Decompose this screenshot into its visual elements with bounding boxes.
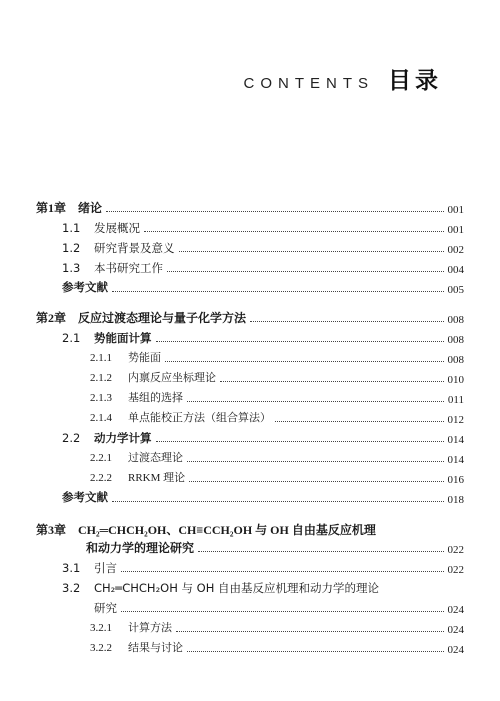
entry-page: 005 (447, 284, 464, 296)
dot-leader (187, 460, 444, 462)
entry-title: 参考文献 (62, 282, 108, 294)
toc-entry-subsection[interactable] (0, 636, 500, 656)
entry-number: 2.1.3 (90, 392, 112, 404)
entry-page: 008 (447, 354, 464, 366)
toc-entry-section[interactable] (0, 216, 500, 236)
toc-entry-subsection[interactable] (0, 386, 500, 406)
dot-leader (121, 570, 444, 572)
entry-title: 本书研究工作 (94, 261, 163, 275)
dot-leader (198, 550, 443, 552)
toc-entry-subsection[interactable] (0, 346, 500, 366)
toc-entry-section-line1[interactable] (0, 576, 500, 596)
entry-page: 011 (447, 394, 464, 406)
entry-page: 022 (447, 544, 464, 556)
dot-leader (220, 380, 444, 382)
entry-title: 发展概况 (94, 221, 140, 235)
entry-number: 1.2 (62, 241, 81, 255)
dot-leader (179, 250, 444, 252)
toc-title: 目录 (388, 68, 442, 94)
entry-page: 002 (447, 244, 464, 256)
entry-title-continued: 和动力学的理论研究 (86, 541, 195, 555)
entry-title: 参考文献 (62, 492, 108, 504)
dot-leader (144, 230, 444, 232)
toc-entry-subsection[interactable] (0, 366, 500, 386)
entry-page: 024 (447, 624, 464, 636)
entry-number: 1.1 (62, 221, 81, 235)
entry-page: 016 (447, 474, 464, 486)
toc-entry-chapter-line1[interactable] (0, 518, 500, 538)
entry-title: 引言 (94, 561, 117, 575)
entry-number: 3.2.1 (90, 622, 112, 634)
entry-number: 2.1.2 (90, 372, 112, 384)
entry-page: 008 (447, 334, 464, 346)
entry-page: 001 (447, 224, 464, 236)
dot-leader (106, 210, 443, 212)
entry-number: 3.2 (62, 581, 81, 595)
entry-page: 001 (447, 204, 464, 216)
toc-entry-chapter-line2[interactable] (0, 536, 500, 556)
entry-page: 018 (447, 494, 464, 506)
dot-leader (165, 360, 444, 362)
toc-entry-section[interactable] (0, 326, 500, 346)
entry-title: 动力学计算 (94, 431, 152, 445)
dot-leader (187, 400, 444, 402)
entry-page: 004 (447, 264, 464, 276)
entry-title: 势能面 (128, 352, 161, 364)
entry-page: 024 (447, 604, 464, 616)
entry-number: 第2章 (36, 311, 67, 325)
entry-number: 2.2 (62, 431, 81, 445)
entry-number: 2.1 (62, 331, 81, 345)
entry-title: 计算方法 (128, 622, 172, 634)
dot-leader (121, 610, 444, 612)
entry-number: 第3章 (36, 523, 67, 537)
toc-entry-subsection[interactable] (0, 406, 500, 426)
entry-title: 反应过渡态理论与量子化学方法 (78, 311, 247, 325)
entry-number: 2.2.1 (90, 452, 112, 464)
entry-title: 绪论 (78, 201, 103, 215)
toc-entry-subsection[interactable] (0, 446, 500, 466)
entry-title: CH₂═CHCH₂OH 与 OH 自由基反应机理和动力学的理论 (94, 581, 380, 595)
toc-entry-subsection[interactable] (0, 616, 500, 636)
entry-number: 1.3 (62, 261, 81, 275)
entry-number: 2.1.4 (90, 412, 112, 424)
entry-page: 022 (447, 564, 464, 576)
entry-page: 014 (447, 434, 464, 446)
entry-number: 3.1 (62, 561, 81, 575)
toc-entry-chapter[interactable] (0, 306, 500, 326)
toc-entry-subsection[interactable] (0, 466, 500, 486)
dot-leader (275, 420, 444, 422)
entry-page: 014 (447, 454, 464, 466)
toc-entry-section[interactable] (0, 556, 500, 576)
toc-entry-section[interactable] (0, 256, 500, 276)
entry-title: 基组的选择 (128, 392, 183, 404)
entry-page: 024 (447, 644, 464, 656)
entry-page: 012 (447, 414, 464, 426)
entry-number: 2.1.1 (90, 352, 112, 364)
entry-number: 2.2.2 (90, 472, 112, 484)
entry-title: 势能面计算 (94, 331, 152, 345)
entry-title: 结果与讨论 (128, 642, 183, 654)
entry-title: CH₂═CHCH₂OH、CH≡CCH₂OH 与 OH 自由基反应机理 (78, 523, 376, 537)
toc-entry-references[interactable] (0, 486, 500, 506)
toc-entry-references[interactable] (0, 276, 500, 296)
entry-page: 008 (447, 314, 464, 326)
entry-number: 第1章 (36, 201, 67, 215)
dot-leader (112, 500, 444, 502)
dot-leader (176, 630, 444, 632)
dot-leader (187, 650, 444, 652)
dot-leader (112, 290, 444, 292)
dot-leader (156, 440, 444, 442)
contents-word: CONTENTS (243, 75, 374, 92)
entry-title: 研究背景及意义 (94, 241, 175, 255)
entry-page: 010 (447, 374, 464, 386)
toc-entry-section[interactable] (0, 236, 500, 256)
dot-leader (167, 270, 444, 272)
toc-entry-section[interactable] (0, 426, 500, 446)
entry-title-continued: 研究 (94, 601, 117, 615)
dot-leader (156, 340, 444, 342)
entry-title: 过渡态理论 (128, 452, 183, 464)
dot-leader (189, 480, 443, 482)
entry-title: 内禀反应坐标理论 (128, 372, 216, 384)
toc-header (244, 62, 443, 95)
entry-number: 3.2.2 (90, 642, 112, 654)
toc-entry-section-line2[interactable] (0, 596, 500, 616)
entry-title: 单点能校正方法（组合算法） (128, 412, 271, 424)
entry-title: RRKM 理论 (128, 472, 186, 484)
toc-entry-chapter[interactable] (0, 196, 500, 216)
dot-leader (250, 320, 443, 322)
